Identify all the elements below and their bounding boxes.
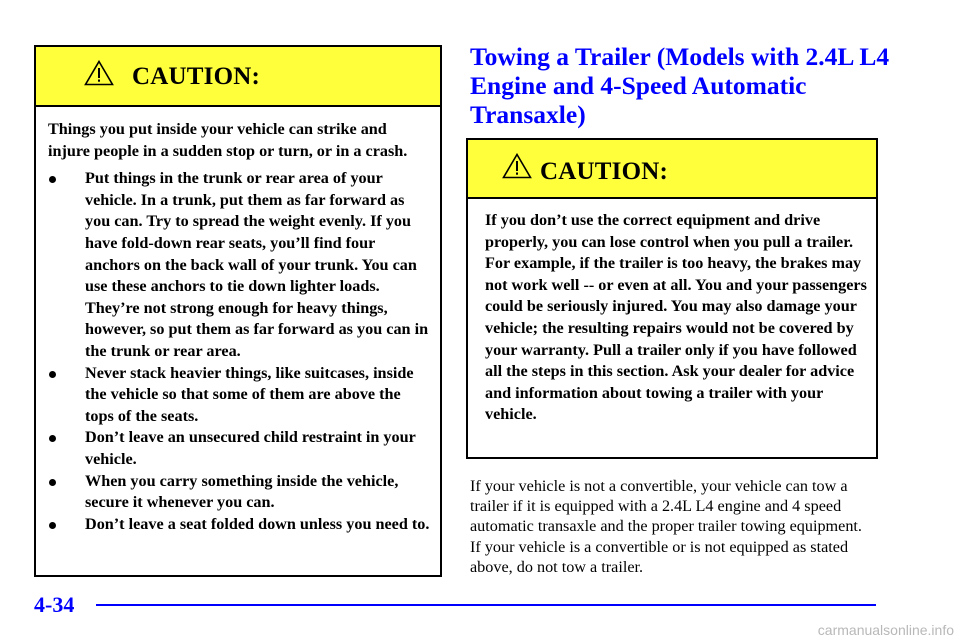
warning-triangle-icon [84,60,114,86]
left-caution-body [48,119,432,535]
bullet-text: Don’t leave an unsecured child restraint in your vehicle. [85,428,416,468]
caution-bullet-list [48,168,432,535]
bullet-icon [49,176,56,183]
body-paragraph: If your vehicle is not a convertible, your vehicle can tow a trailer if it is equipped with a 2.4L L4 engine and 4 speed automatic transaxle and the proper trailer towing equipment. If your vehicle is a convertible or is not equipped as stated above, do not tow a trailer. [470,477,862,576]
list-item [48,427,432,470]
right-caution-header [468,140,876,199]
left-caution-box [34,45,442,577]
list-item [48,168,432,362]
bullet-icon [49,435,56,442]
bullet-text: Put things in the trunk or rear area of your vehicle. In a trunk, put them as far forward as you can. Try to spread the weight evenly. If you have fold-down rear seats, you’ll find four anchors on the back wall of your trunk. You can use these anchors to tie down lighter loads. They’re not strong enough for heavy things, however, so put them as far forward as you can in the trunk or rear area. [85,169,429,360]
footer-rule [96,604,876,606]
bullet-text: Never stack heavier things, like suitcases, inside the vehicle so that some of them are above the tops of the seats. [85,363,414,425]
watermark: carmanualsonline.info [817,622,954,638]
caution-title: CAUTION: [540,158,668,185]
caution-title: CAUTION: [132,63,260,90]
page-number: 4-34 [34,592,75,617]
bullet-icon [49,522,56,529]
left-caution-header [36,47,440,107]
bullet-icon [49,371,56,378]
list-item [48,363,432,428]
right-caution-body [485,210,873,426]
caution-text: If you don’t use the correct equipment and drive properly, you can lose control when you pull a trailer. For example, if the trailer is too heavy, the brakes may not work well -- or even at all. You and your passengers could be seriously injured. You may also damage your vehicle; the resulting repairs would not be covered by your warranty. Pull a trailer only if you have followed all the steps in this section. Ask your dealer for advice and information about towing a trailer with your vehicle. [485,211,867,424]
caution-intro: Things you put inside your vehicle can strike and injure people in a sudden stop or turn, or in a crash. [48,120,408,160]
bullet-text: Don’t leave a seat folded down unless you need to. [85,514,430,533]
right-caution-box [466,138,878,459]
list-item [48,514,432,536]
bullet-text: When you carry something inside the vehicle, secure it whenever you can. [85,471,399,512]
list-item [48,471,432,514]
warning-triangle-icon [502,153,532,179]
bullet-icon [49,479,56,486]
section-heading: Towing a Trailer (Models with 2.4L L4 Engine and 4-Speed Automatic Transaxle) [470,42,890,129]
